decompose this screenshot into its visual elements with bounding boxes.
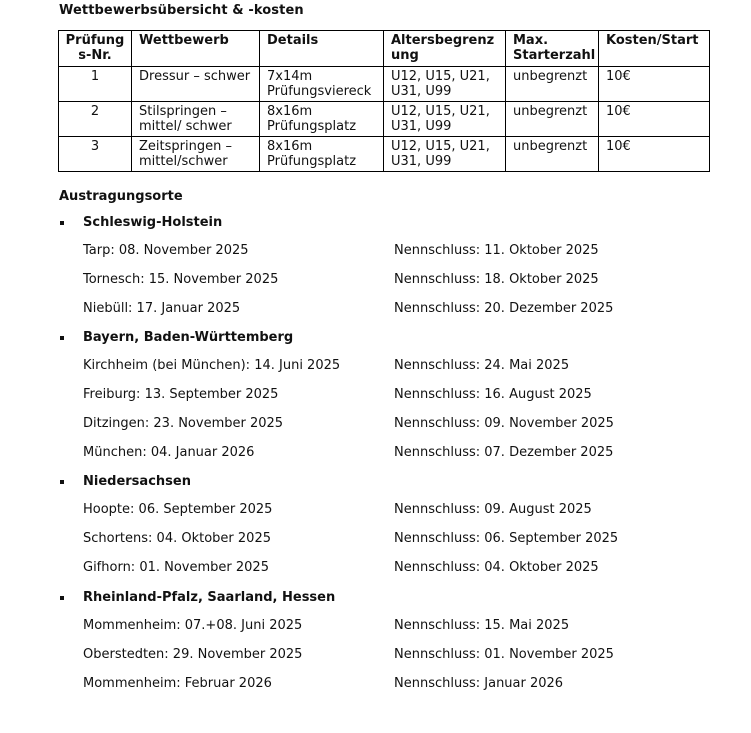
cell-text-line: 3 bbox=[90, 139, 100, 154]
cell-text-line: Details bbox=[267, 33, 319, 48]
event-date: Freiburg: 13. September 2025 bbox=[83, 387, 279, 402]
table-cell bbox=[59, 67, 132, 102]
region-block bbox=[58, 329, 708, 474]
event-deadline: Nennschluss: 16. August 2025 bbox=[394, 387, 592, 402]
region-heading bbox=[58, 473, 708, 502]
cell-text-line: U31, U99 bbox=[391, 154, 452, 169]
event-date: Mommenheim: Februar 2026 bbox=[83, 676, 272, 691]
event-deadline: Nennschluss: 24. Mai 2025 bbox=[394, 358, 570, 373]
table-cell bbox=[599, 67, 710, 102]
event-row bbox=[58, 358, 708, 387]
region-block bbox=[58, 214, 708, 330]
event-row bbox=[58, 531, 708, 560]
table-cell bbox=[599, 102, 710, 137]
event-deadline: Nennschluss: 20. Dezember 2025 bbox=[394, 301, 614, 316]
event-deadline: Nennschluss: 11. Oktober 2025 bbox=[394, 243, 599, 258]
cell-text-line: 1 bbox=[90, 69, 100, 84]
event-deadline: Nennschluss: 15. Mai 2025 bbox=[394, 618, 570, 633]
header-max-starterzahl bbox=[506, 31, 599, 67]
bullet-icon bbox=[60, 221, 64, 225]
region-heading bbox=[58, 329, 708, 358]
cell-text-line: Zeitspringen – bbox=[139, 139, 232, 154]
competition-table bbox=[58, 30, 710, 172]
region-name: Schleswig-Holstein bbox=[83, 215, 223, 230]
cell-text-line: Wettbewerb bbox=[139, 33, 229, 48]
cell-text-line: unbegrenzt bbox=[513, 139, 588, 154]
region-block bbox=[58, 473, 708, 589]
cell-text-line: Dressur – schwer bbox=[139, 69, 251, 84]
event-date: Schortens: 04. Oktober 2025 bbox=[83, 531, 271, 546]
table-cell bbox=[599, 137, 710, 172]
table-header-row bbox=[59, 31, 710, 67]
table-cell bbox=[59, 102, 132, 137]
cell-text-line: 10€ bbox=[606, 69, 631, 84]
table-row bbox=[59, 67, 710, 102]
cell-text-line: unbegrenzt bbox=[513, 104, 588, 119]
cell-text-line: Kosten/Start bbox=[606, 33, 699, 48]
cell-text-line: Prüfungsplatz bbox=[267, 154, 357, 169]
table-cell bbox=[384, 67, 506, 102]
table-body bbox=[59, 67, 710, 172]
header-pruefungs-nr bbox=[59, 31, 132, 67]
table-cell bbox=[260, 102, 384, 137]
cell-text-line: 10€ bbox=[606, 139, 631, 154]
table-row bbox=[59, 137, 710, 172]
event-deadline: Nennschluss: 04. Oktober 2025 bbox=[394, 560, 599, 575]
cell-text-line: mittel/schwer bbox=[139, 154, 228, 169]
table-cell bbox=[506, 137, 599, 172]
header-altersbegrenzung bbox=[384, 31, 506, 67]
cell-text-line: 7x14m bbox=[267, 69, 313, 84]
bullet-icon bbox=[60, 480, 64, 484]
table-cell bbox=[132, 137, 260, 172]
cell-text-line: Starterzahl bbox=[513, 48, 596, 63]
cell-text-line: U12, U15, U21, bbox=[391, 104, 490, 119]
cell-text-line: U12, U15, U21, bbox=[391, 69, 490, 84]
event-row bbox=[58, 502, 708, 531]
region-name: Rheinland-Pfalz, Saarland, Hessen bbox=[83, 590, 336, 605]
event-date: Gifhorn: 01. November 2025 bbox=[83, 560, 269, 575]
region-heading bbox=[58, 589, 708, 618]
page-title: Wettbewerbsübersicht & -kosten bbox=[59, 3, 304, 18]
cell-text-line: Stilspringen – bbox=[139, 104, 227, 119]
event-date: Hoopte: 06. September 2025 bbox=[83, 502, 273, 517]
event-date: Ditzingen: 23. November 2025 bbox=[83, 416, 284, 431]
cell-text-line: 8x16m bbox=[267, 104, 313, 119]
event-deadline: Nennschluss: 09. August 2025 bbox=[394, 502, 592, 517]
event-row bbox=[58, 387, 708, 416]
bullet-icon bbox=[60, 596, 64, 600]
event-date: Tornesch: 15. November 2025 bbox=[83, 272, 279, 287]
table-cell bbox=[260, 67, 384, 102]
event-date: Tarp: 08. November 2025 bbox=[83, 243, 249, 258]
cell-text-line: Prüfung bbox=[65, 33, 125, 48]
table-cell bbox=[260, 137, 384, 172]
cell-text-line: Prüfungsviereck bbox=[267, 84, 372, 99]
event-deadline: Nennschluss: Januar 2026 bbox=[394, 676, 564, 691]
event-deadline: Nennschluss: 09. November 2025 bbox=[394, 416, 614, 431]
cell-text-line: mittel/ schwer bbox=[139, 119, 232, 134]
bullet-icon bbox=[60, 336, 64, 340]
cell-text-line: U31, U99 bbox=[391, 119, 452, 134]
table-cell bbox=[506, 102, 599, 137]
event-date: Kirchheim (bei München): 14. Juni 2025 bbox=[83, 358, 341, 373]
region-heading bbox=[58, 214, 708, 243]
event-date: München: 04. Januar 2026 bbox=[83, 445, 255, 460]
event-deadline: Nennschluss: 06. September 2025 bbox=[394, 531, 619, 546]
cell-text-line: 2 bbox=[90, 104, 100, 119]
table-cell bbox=[132, 67, 260, 102]
event-row bbox=[58, 618, 708, 647]
event-date: Mommenheim: 07.+08. Juni 2025 bbox=[83, 618, 303, 633]
cell-text-line: 8x16m bbox=[267, 139, 313, 154]
event-row bbox=[58, 560, 708, 589]
header-wettbewerb bbox=[132, 31, 260, 67]
event-row bbox=[58, 416, 708, 445]
table-cell bbox=[384, 137, 506, 172]
cell-text-line: ung bbox=[391, 48, 419, 63]
event-row bbox=[58, 647, 708, 676]
cell-text-line: Altersbegrenz bbox=[391, 33, 495, 48]
cell-text-line: s-Nr. bbox=[78, 48, 112, 63]
event-row bbox=[58, 676, 708, 705]
header-kosten-start bbox=[599, 31, 710, 67]
table-cell bbox=[384, 102, 506, 137]
cell-text-line: U31, U99 bbox=[391, 84, 452, 99]
event-row bbox=[58, 243, 708, 272]
header-details bbox=[260, 31, 384, 67]
event-row bbox=[58, 445, 708, 474]
event-row bbox=[58, 272, 708, 301]
region-block bbox=[58, 589, 708, 705]
event-row bbox=[58, 301, 708, 330]
event-date: Niebüll: 17. Januar 2025 bbox=[83, 301, 241, 316]
table-cell bbox=[506, 67, 599, 102]
cell-text-line: Max. bbox=[513, 33, 549, 48]
region-name: Bayern, Baden-Württemberg bbox=[83, 330, 294, 345]
event-date: Oberstedten: 29. November 2025 bbox=[83, 647, 303, 662]
event-deadline: Nennschluss: 01. November 2025 bbox=[394, 647, 614, 662]
cell-text-line: Prüfungsplatz bbox=[267, 119, 357, 134]
table-cell bbox=[132, 102, 260, 137]
locations-title: Austragungsorte bbox=[59, 189, 183, 204]
cell-text-line: unbegrenzt bbox=[513, 69, 588, 84]
cell-text-line: 10€ bbox=[606, 104, 631, 119]
cell-text-line: U12, U15, U21, bbox=[391, 139, 490, 154]
table-row bbox=[59, 102, 710, 137]
region-name: Niedersachsen bbox=[83, 474, 191, 489]
event-deadline: Nennschluss: 18. Oktober 2025 bbox=[394, 272, 599, 287]
event-deadline: Nennschluss: 07. Dezember 2025 bbox=[394, 445, 614, 460]
table-cell bbox=[59, 137, 132, 172]
